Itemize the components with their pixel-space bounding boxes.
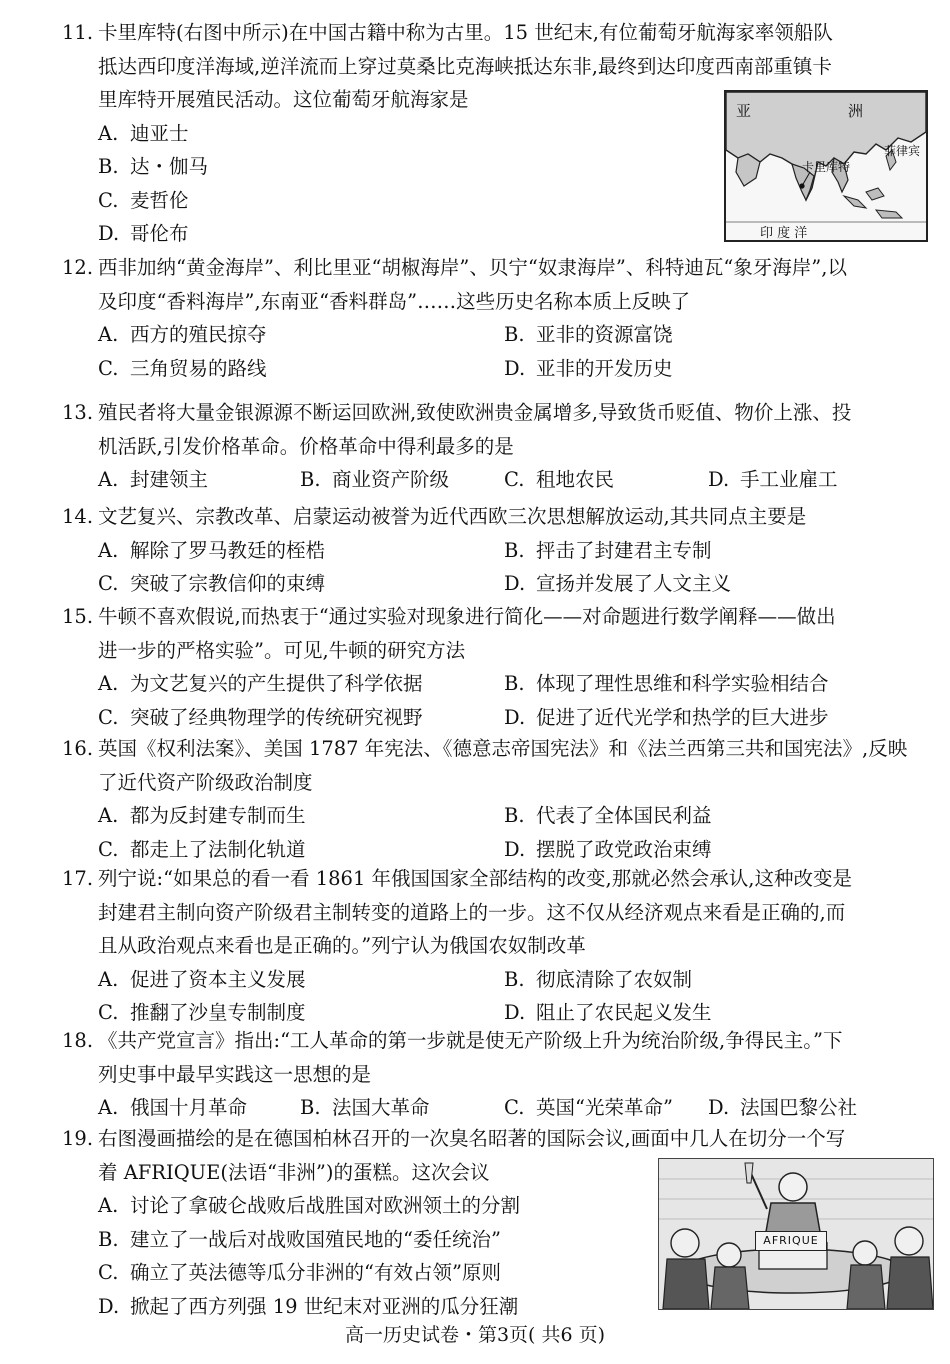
page-footer: 高一历史试卷・第3页( 共6 页) xyxy=(344,1324,606,1346)
option-c[interactable]: C. 租地农民 xyxy=(504,468,615,491)
option-a[interactable]: A. 促进了资本主义发展 xyxy=(98,967,306,991)
options-row xyxy=(62,463,932,497)
question-text: 右图漫画描绘的是在德国柏林召开的一次臭名昭著的国际会议,画面中几人在切分一个写 xyxy=(98,1127,846,1150)
question-12 xyxy=(62,251,932,385)
option-c[interactable]: C. 麦哲伦 xyxy=(98,188,189,212)
question-13 xyxy=(62,396,932,497)
option-d[interactable]: D. 宣扬并发展了人文主义 xyxy=(504,572,732,595)
map-label-calicut: 卡里库特 xyxy=(802,160,851,174)
cartoon-figure xyxy=(658,1158,934,1310)
question-number: 17. xyxy=(62,867,94,890)
cake-label: AFRIQUE xyxy=(755,1231,827,1251)
option-d[interactable]: D. 手工业雇工 xyxy=(708,468,838,491)
option-b[interactable]: B. 抨击了封建君主专制 xyxy=(504,538,712,562)
options-row xyxy=(62,1091,932,1125)
question-number: 14. xyxy=(62,505,94,528)
options-row xyxy=(62,667,932,701)
option-a[interactable]: A. 讨论了拿破仑战败后战胜国对欧洲领土的分割 xyxy=(98,1194,521,1217)
option-a[interactable]: A. 都为反封建专制而生 xyxy=(98,804,306,827)
options-row xyxy=(62,799,932,833)
question-18 xyxy=(62,1024,932,1125)
options-row xyxy=(62,963,932,997)
question-text: 文艺复兴、宗教改革、启蒙运动被誉为近代西欧三次思想解放运动,其共同点主要是 xyxy=(98,505,807,528)
question-15 xyxy=(62,600,932,734)
option-a[interactable]: A. 西方的殖民掠夺 xyxy=(98,323,267,346)
options-row xyxy=(62,352,932,386)
question-16 xyxy=(62,732,932,866)
question-14 xyxy=(62,500,932,601)
map-label-ya: 亚 xyxy=(736,102,752,120)
question-text: 殖民者将大量金银源源不断运回欧洲,致使欧洲贵金属增多,导致货币贬值、物价上涨、投 xyxy=(98,401,852,424)
option-d[interactable]: D. 促进了近代光学和热学的巨大进步 xyxy=(504,705,829,729)
map-label-zhou: 洲 xyxy=(848,102,864,120)
question-text: 《共产党宣言》指出:“工人革命的第一步就是使无产阶级上升为统治阶级,争得民主。”下 xyxy=(98,1029,843,1052)
question-number: 12. xyxy=(62,256,94,279)
question-text: 列宁说:“如果总的看一看 1861 年俄国国家全部结构的改变,那就必然会承认,这种改变是 xyxy=(98,867,852,890)
option-c[interactable]: C. 突破了经典物理学的传统研究视野 xyxy=(98,705,423,729)
option-a[interactable]: A. 迪亚士 xyxy=(98,121,189,145)
question-number: 18. xyxy=(62,1029,94,1052)
option-d[interactable]: D. 法国巴黎公社 xyxy=(708,1096,858,1119)
option-a[interactable]: A. 解除了罗马教廷的桎梏 xyxy=(98,538,326,562)
option-d[interactable]: D. 阻止了农民起义发生 xyxy=(504,1001,712,1024)
option-b[interactable]: B. 亚非的资源富饶 xyxy=(504,323,673,346)
option-d[interactable]: D. 哥伦布 xyxy=(98,222,189,245)
option-a[interactable]: A. 封建领主 xyxy=(98,468,209,491)
option-c[interactable]: C. 英国“光荣革命” xyxy=(504,1096,673,1119)
option-d[interactable]: D. 掀起了西方列强 19 世纪末对亚洲的瓜分狂潮 xyxy=(98,1294,519,1318)
option-c[interactable]: C. 都走上了法制化轨道 xyxy=(98,837,306,861)
question-number: 11. xyxy=(62,21,94,44)
options-row xyxy=(62,701,932,735)
question-text: 及印度“香料海岸”,东南亚“香料群岛”……这些历史名称本质上反映了 xyxy=(98,289,691,313)
option-b[interactable]: B. 商业资产阶级 xyxy=(300,468,450,491)
option-b[interactable]: B. 达・伽马 xyxy=(98,155,209,178)
options-row xyxy=(62,567,932,601)
question-number: 15. xyxy=(62,605,94,628)
options-row xyxy=(62,833,932,867)
question-text: 里库特开展殖民活动。这位葡萄牙航海家是 xyxy=(98,88,469,111)
question-text: 进一步的严格实验”。可见,牛顿的研究方法 xyxy=(98,638,466,662)
question-number: 16. xyxy=(62,737,94,760)
option-c[interactable]: C. 三角贸易的路线 xyxy=(98,356,267,380)
question-text: 机活跃,引发价格革命。价格革命中得利最多的是 xyxy=(98,434,514,458)
option-d[interactable]: D. 亚非的开发历史 xyxy=(504,356,673,380)
option-b[interactable]: B. 法国大革命 xyxy=(300,1096,430,1119)
option-b[interactable]: B. 彻底清除了农奴制 xyxy=(504,967,693,991)
options-row xyxy=(62,534,932,568)
options-row xyxy=(62,318,932,352)
question-text: 牛顿不喜欢假说,而热衷于“通过实验对现象进行简化——对命题进行数学阐释——做出 xyxy=(98,605,836,628)
question-text: 英国《权利法案》、美国 1787 年宪法、《德意志帝国宪法》和《法兰西第三共和国宪法》,反映 xyxy=(98,737,908,760)
option-c[interactable]: C. 突破了宗教信仰的束缚 xyxy=(98,572,326,595)
option-b[interactable]: B. 建立了一战后对战败国殖民地的“委任统治” xyxy=(98,1227,501,1251)
question-text: 抵达西印度洋海域,逆洋流而上穿过莫桑比克海峡抵达东非,最终到达印度西南部重镇卡 xyxy=(98,54,832,78)
option-c[interactable]: C. 确立了英法德等瓜分非洲的“有效占领”原则 xyxy=(98,1261,501,1284)
question-number: 13. xyxy=(62,401,94,424)
option-b[interactable]: B. 代表了全体国民利益 xyxy=(504,804,712,827)
map-label-philippines: 菲律宾 xyxy=(884,144,921,158)
option-a[interactable]: A. 俄国十月革命 xyxy=(98,1096,248,1119)
question-text: 列史事中最早实践这一思想的是 xyxy=(98,1062,372,1086)
option-a[interactable]: A. 为文艺复兴的产生提供了科学依据 xyxy=(98,672,423,695)
option-c[interactable]: C. 推翻了沙皇专制制度 xyxy=(98,1001,306,1024)
question-text: 着 AFRIQUE(法语“非洲”)的蛋糕。这次会议 xyxy=(98,1160,490,1184)
question-17 xyxy=(62,862,932,1030)
option-d[interactable]: D. 摆脱了政党政治束缚 xyxy=(504,837,712,861)
option-b[interactable]: B. 体现了理性思维和科学实验相结合 xyxy=(504,672,829,695)
question-number: 19. xyxy=(62,1127,94,1150)
map-label-ocean: 印 度 洋 xyxy=(760,226,808,241)
question-text: 封建君主制向资产阶级君主制转变的道路上的一步。这不仅从经济观点来看是正确的,而 xyxy=(98,900,846,924)
question-text: 西非加纳“黄金海岸”、利比里亚“胡椒海岸”、贝宁“奴隶海岸”、科特迪瓦“象牙海岸”,以 xyxy=(98,256,847,279)
question-text: 卡里库特(右图中所示)在中国古籍中称为古里。15 世纪末,有位葡萄牙航海家率领船队 xyxy=(98,21,833,44)
question-text: 了近代资产阶级政治制度 xyxy=(98,770,313,794)
map-figure xyxy=(724,90,928,242)
question-text: 且从政治观点来看也是正确的。”列宁认为俄国农奴制改革 xyxy=(98,934,586,957)
